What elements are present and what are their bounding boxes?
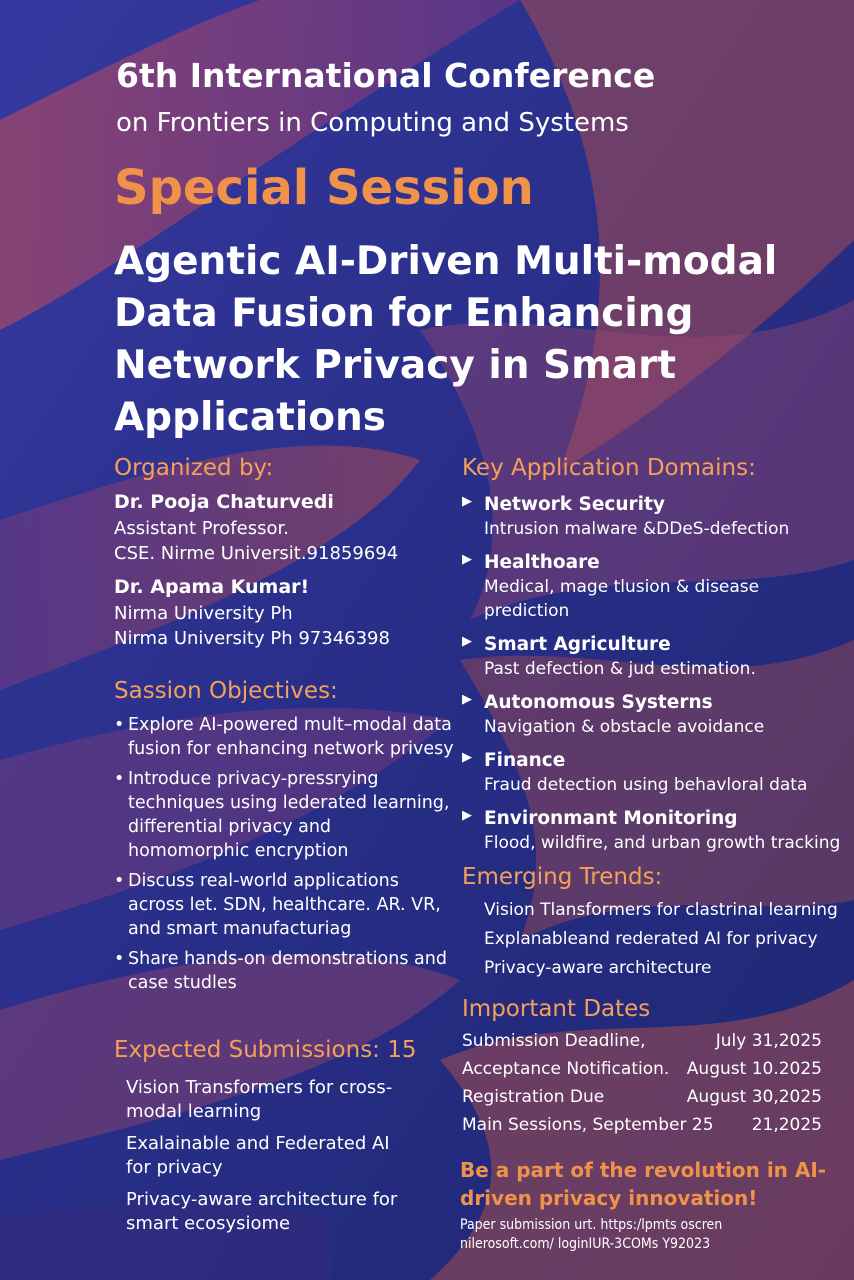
paper-submission-link[interactable] <box>460 1216 840 1254</box>
organizer-detail: CSE. Nirme Universit.91859694 <box>114 543 399 564</box>
domains-list <box>462 492 842 864</box>
domain-description: Fraud detection using behavloral data <box>484 775 808 795</box>
date-value: August 10.2025 <box>686 1059 822 1079</box>
organizer-detail: Nirma University Ph <box>114 603 293 624</box>
domain-name: ▶ Autonomous Systerns <box>484 692 713 713</box>
list-item: • Share hands-on demonstrations and case studles <box>114 947 454 995</box>
list-item: • Discuss real-world applications across let. SDN, healthcare. AR. VR, and smart manufacturiag <box>114 869 454 941</box>
special-session-heading: Special Session <box>114 160 534 216</box>
submissions-heading: Expected Submissions: 15 <box>114 1037 417 1063</box>
conference-title: 6th International Conference <box>116 56 656 95</box>
list-item <box>462 690 842 739</box>
list-item <box>462 806 842 855</box>
call-to-action: Be a part of the revolution in AI-driven privacy innovation! <box>460 1158 827 1210</box>
paper-submission-line: nilerosoft.com/ loginIUR-3COMs Y92023 <box>460 1236 711 1252</box>
domain-description: Medical, mage tlusion & disease prediction <box>484 577 760 621</box>
trends-list <box>484 896 844 983</box>
dates-table <box>462 1027 822 1139</box>
dates-heading: Important Dates <box>462 996 651 1022</box>
domain-name: ▶ Finance <box>484 750 566 771</box>
date-label: Acceptance Notification. <box>462 1059 670 1079</box>
organizer-name: Dr. Apama Kumar! <box>114 576 310 598</box>
list-item <box>462 550 842 623</box>
date-value: July 31,2025 <box>715 1031 822 1051</box>
date-label: Submission Deadline, <box>462 1031 646 1051</box>
domain-name: ▶ Network Security <box>484 494 665 515</box>
list-item: Vision Tlansformers for clastrinal learning <box>484 900 838 920</box>
date-label: Main Sessions, September 25 <box>462 1115 714 1135</box>
organizer-detail: Nirma University Ph 97346398 <box>114 628 390 649</box>
date-row <box>462 1083 822 1111</box>
organizers-list <box>114 491 444 651</box>
list-item: Privacy-aware architecture for smart ecosysiome <box>126 1189 398 1234</box>
date-value: August 30,2025 <box>686 1087 822 1107</box>
list-item <box>462 632 842 681</box>
list-item: Exalainable and Federated AI for privacy <box>126 1133 390 1178</box>
list-item: • Introduce privacy-pressrying techniques using lederated learning, differential privacy and homomorphic encryption <box>114 767 454 863</box>
domain-description: Intrusion malware &DDeS-defection <box>484 519 790 539</box>
list-item: Explanableand rederated AI for privacy <box>484 929 818 949</box>
domain-name: ▶ Environmant Monitoring <box>484 808 738 829</box>
organizer-name: Dr. Pooja Chaturvedi <box>114 491 334 513</box>
submissions-list <box>126 1076 416 1244</box>
paper-submission-line: Paper submission urt. https:/lpmts oscren <box>460 1217 723 1233</box>
organizer-detail: Assistant Professor. <box>114 518 289 539</box>
organizers-heading: Organized by: <box>114 455 274 481</box>
list-item: Privacy-aware architecture <box>484 958 712 978</box>
list-item: • Explore AI-powered mult–modal data fusion for enhancing network privesy <box>114 713 454 761</box>
date-label: Registration Due <box>462 1087 605 1107</box>
domains-heading: Key Application Domains: <box>462 455 756 481</box>
domain-name: ▶ Healthoare <box>484 552 600 573</box>
trends-heading: Emerging Trends: <box>462 864 663 890</box>
list-item: Vision Transformers for cross-modal learning <box>126 1077 393 1122</box>
list-item <box>462 492 842 541</box>
domain-name: ▶ Smart Agriculture <box>484 634 671 655</box>
objectives-heading: Sassion Objectives: <box>114 678 338 704</box>
objectives-list <box>114 713 454 1001</box>
date-value: 21,2025 <box>751 1115 822 1135</box>
domain-description: Navigation & obstacle avoidance <box>484 717 765 737</box>
list-item <box>462 748 842 797</box>
date-row <box>462 1055 822 1083</box>
conference-subtitle: on Frontiers in Computing and Systems <box>116 108 629 138</box>
date-row <box>462 1027 822 1055</box>
date-row <box>462 1111 822 1139</box>
domain-description: Flood, wildfire, and urban growth tracking <box>484 833 841 853</box>
session-title: Agentic AI-Driven Multi-modal Data Fusion for Enhancing Network Privacy in Smart Applications <box>114 239 778 440</box>
domain-description: Past defection & jud estimation. <box>484 659 756 679</box>
